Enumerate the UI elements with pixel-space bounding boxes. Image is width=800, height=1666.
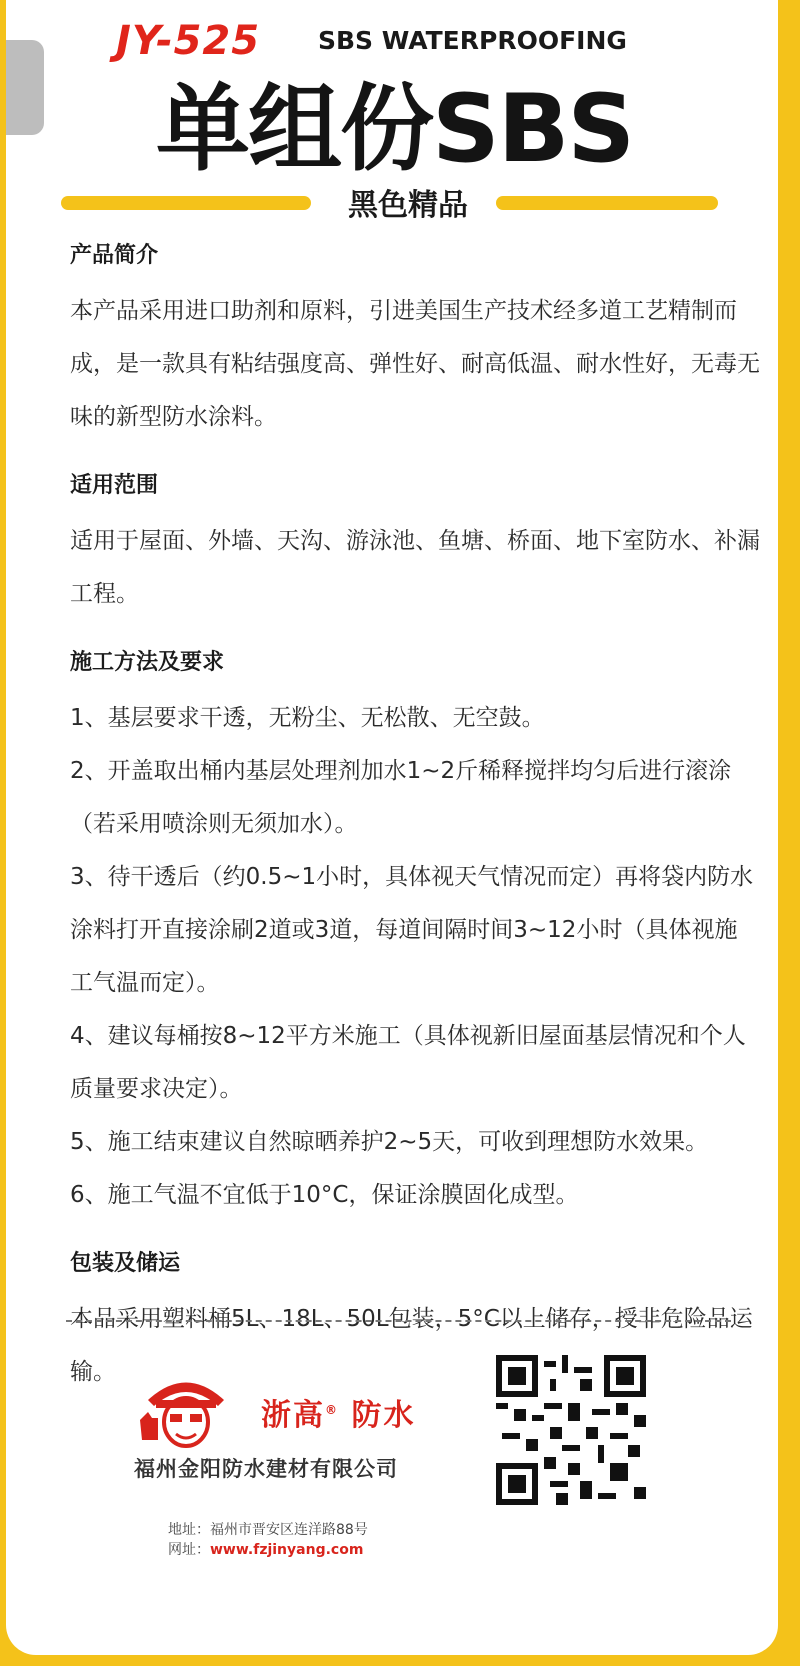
website-link[interactable]: www.fzjinyang.com <box>210 1542 364 1558</box>
brand-label: 浙高 <box>261 1398 325 1433</box>
company-name: 福州金阳防水建材有限公司 <box>134 1457 398 1481</box>
content <box>70 230 760 1399</box>
contact-info <box>168 1520 368 1560</box>
product-card <box>6 0 778 1655</box>
english-subtitle: SBS WATERPROOFING <box>318 26 627 55</box>
worker-thumbs-up-icon <box>136 1360 236 1455</box>
header <box>6 0 778 230</box>
product-badge: 黑色精品 <box>348 188 468 223</box>
section-title: 施工方法及要求 <box>70 650 225 675</box>
section-title: 包装及储运 <box>70 1251 181 1276</box>
paragraph: 本产品采用进口助剂和原料，引进美国生产技术经多道工艺精制而成，是一款具有粘结强度高、弹性好、耐高低温、耐水性好，无毒无味的新型防水涂料。 <box>70 298 760 430</box>
section-intro <box>70 238 760 444</box>
section-method <box>70 645 760 1222</box>
accent-bar-right <box>496 196 718 210</box>
step-item: 3、待干透后（约0.5~1小时，具体视天气情况而定）再将袋内防水涂料打开直接涂刷2道或3道，每道间隔时间3~12小时（具体视施工气温而定）。 <box>70 864 754 996</box>
address-line <box>168 1520 368 1540</box>
step-item: 1、基层要求干透，无粉尘、无松散、无空鼓。 <box>70 705 545 731</box>
brand-suffix: 防水 <box>351 1398 416 1433</box>
section-scope <box>70 468 760 621</box>
product-title: 单组份SBS <box>156 75 634 184</box>
address-label: 地址： <box>168 1522 210 1538</box>
model-number: JY-525 <box>116 18 261 64</box>
website-line <box>168 1540 368 1560</box>
dashed-divider <box>66 1320 731 1322</box>
step-item: 2、开盖取出桶内基层处理剂加水1~2斤稀释搅拌均匀后进行滚涂（若采用喷涂则无须加水）。 <box>70 758 732 837</box>
brand-name <box>261 1390 415 1434</box>
registered-mark: ® <box>325 1403 339 1417</box>
step-item: 4、建议每桶按8~12平方米施工（具体视新旧屋面基层情况和个人质量要求决定）。 <box>70 1023 746 1102</box>
paragraph: 适用于屋面、外墙、天沟、游泳池、鱼塘、桥面、地下室防水、补漏工程。 <box>70 528 760 607</box>
section-title: 适用范围 <box>70 473 159 498</box>
accent-bar-left <box>61 196 311 210</box>
section-title: 产品简介 <box>70 243 159 268</box>
address-value: 福州市晋安区连洋路88号 <box>210 1522 368 1538</box>
website-label: 网址： <box>168 1542 210 1558</box>
paragraph: 本品采用塑料桶5L、18L、50L包装，5°C以上储存，授非危险品运输。 <box>70 1306 753 1385</box>
qr-code-icon <box>496 1355 646 1505</box>
step-item: 5、施工结束建议自然晾晒养护2~5天，可收到理想防水效果。 <box>70 1129 709 1155</box>
step-item: 6、施工气温不宜低于10°C，保证涂膜固化成型。 <box>70 1182 579 1208</box>
